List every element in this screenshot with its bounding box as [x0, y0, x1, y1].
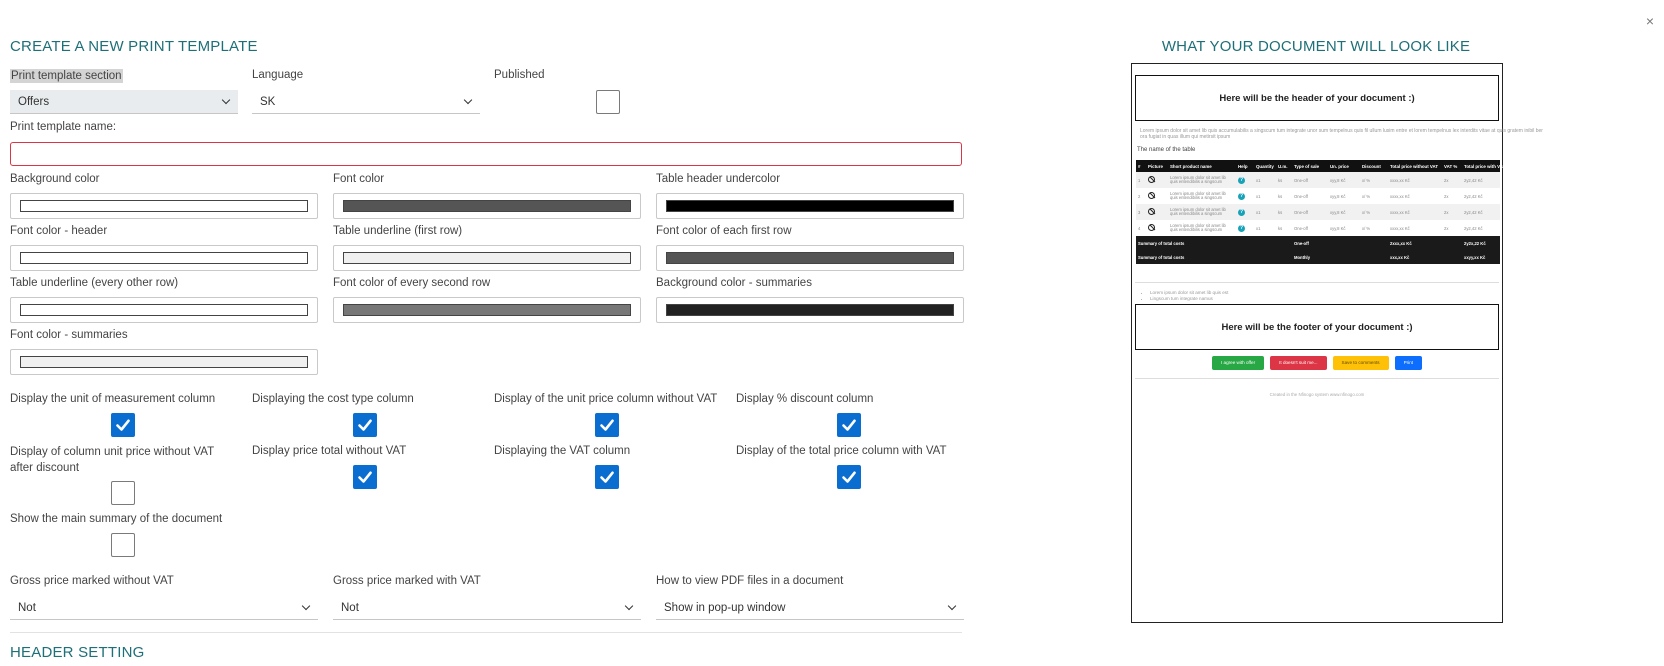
- table-underline-other-row-picker[interactable]: [10, 297, 318, 323]
- preview-header-box: Here will be the header of your document :): [1135, 75, 1499, 121]
- table-cell: xyy,8 Kč: [1330, 225, 1346, 231]
- pdf-view-select[interactable]: [656, 596, 964, 620]
- table-cell: x/ %: [1360, 204, 1388, 220]
- color-swatch: [343, 304, 631, 316]
- list-item: • Lingscum tum integrate namus: [1150, 296, 1228, 302]
- table-cell: 2y2,42 Kč: [1464, 193, 1483, 199]
- font-color-label: Font color: [333, 173, 385, 185]
- document-preview: [1131, 63, 1543, 623]
- table-header-undercolor-picker[interactable]: [656, 193, 964, 219]
- table-cell: Lorem ipsum dolor sit amet lib quis entendibilis a singscum: [1170, 190, 1226, 200]
- table-cell: x/ %: [1362, 193, 1371, 199]
- discount-column-label: Display % discount column: [736, 393, 874, 405]
- language-select[interactable]: [252, 90, 480, 114]
- color-swatch: [20, 200, 308, 212]
- discount-column-checkbox[interactable]: [837, 413, 861, 437]
- section-value: Offers: [18, 95, 50, 108]
- table-header-cell: Short product name: [1168, 160, 1236, 172]
- unit-price-without-vat-label: Display of the unit price column without VAT: [494, 393, 718, 405]
- table-cell: xxxx,xx Kč: [1390, 225, 1410, 231]
- table-header-cell: Type of sale: [1292, 160, 1328, 172]
- preview-list: [1150, 290, 1228, 301]
- color-swatch: [20, 304, 308, 316]
- agree-offer-button[interactable]: I agree with offer: [1212, 356, 1264, 370]
- summary-type: One-off: [1292, 236, 1388, 250]
- table-cell: 2y2,42 Kč: [1462, 204, 1500, 220]
- gross-price-without-vat-value: Not: [18, 601, 36, 614]
- summary-with-vat: xxyy,xx Kč: [1462, 250, 1500, 264]
- font-color-first-row-label: Font color of each first row: [656, 225, 792, 237]
- table-underline-first-row-label: Table underline (first row): [333, 225, 463, 237]
- divider: [10, 632, 962, 633]
- preview-divider: [1135, 378, 1499, 379]
- color-swatch: [343, 200, 631, 212]
- table-header-cell: Help: [1236, 160, 1254, 172]
- table-cell: xxxx,xx Kč: [1388, 204, 1442, 220]
- pdf-view-value: Show in pop-up window: [664, 601, 786, 614]
- background-color-label: Background color: [10, 173, 100, 185]
- table-cell: [1236, 204, 1254, 220]
- page-title: CREATE A NEW PRINT TEMPLATE: [10, 38, 258, 55]
- help-icon: ?: [1239, 192, 1244, 199]
- preview-table-header-row: [1136, 160, 1500, 172]
- no-image-icon: [1148, 208, 1155, 215]
- table-row: [1136, 172, 1500, 188]
- font-color-second-row-picker[interactable]: [333, 297, 641, 323]
- chevron-down-icon: [625, 602, 633, 610]
- table-cell: [1146, 204, 1168, 220]
- print-button[interactable]: Print: [1395, 356, 1422, 370]
- vat-column-label: Displaying the VAT column: [494, 445, 631, 457]
- table-cell: [1236, 220, 1254, 236]
- no-image-icon: [1148, 192, 1155, 199]
- table-cell: xxxx,xx Kč: [1390, 193, 1410, 199]
- gross-price-without-vat-label: Gross price marked without VAT: [10, 575, 174, 587]
- table-cell: ks: [1276, 204, 1292, 220]
- checkmark-icon: [357, 469, 373, 485]
- font-color-first-row-picker[interactable]: [656, 245, 964, 271]
- gross-price-without-vat-select[interactable]: [10, 596, 318, 620]
- table-cell: xyy,8 Kč: [1330, 193, 1346, 199]
- no-image-icon: [1148, 176, 1155, 183]
- help-icon: ?: [1239, 224, 1244, 231]
- table-cell: 2y2,42 Kč: [1462, 172, 1500, 188]
- table-header-cell: Total price with VAT: [1462, 160, 1500, 172]
- font-color-picker[interactable]: [333, 193, 641, 219]
- table-cell: x1: [1254, 172, 1276, 188]
- no-image-icon: [1148, 224, 1155, 231]
- published-label: Published: [494, 69, 545, 81]
- table-cell: 4: [1138, 225, 1141, 231]
- background-color-summaries-picker[interactable]: [656, 297, 964, 323]
- table-cell: [1146, 220, 1168, 236]
- section-select[interactable]: [10, 90, 238, 114]
- color-swatch: [20, 356, 308, 368]
- color-swatch: [20, 252, 308, 264]
- price-total-without-vat-checkbox[interactable]: [353, 465, 377, 489]
- font-color-header-label: Font color - header: [10, 225, 108, 237]
- table-row: [1136, 220, 1500, 236]
- list-item: • Lorem ipsum dolor sit amet lib quis est: [1150, 290, 1228, 296]
- preview-table: [1136, 160, 1506, 264]
- main-summary-checkbox[interactable]: [111, 533, 135, 557]
- table-header-cell: Discount: [1360, 160, 1388, 172]
- table-cell: xxxx,xx Kč: [1388, 172, 1442, 188]
- pdf-view-label: How to view PDF files in a document: [656, 575, 844, 587]
- chevron-down-icon: [222, 96, 230, 104]
- table-cell: [1236, 172, 1254, 188]
- color-swatch: [666, 200, 954, 212]
- color-swatch: [666, 252, 954, 264]
- table-cell: x/ %: [1362, 225, 1371, 231]
- table-cell: 2: [1138, 193, 1141, 199]
- gross-price-with-vat-select[interactable]: [333, 596, 641, 620]
- summary-with-vat: 2y2x,22 Kč: [1462, 236, 1500, 250]
- font-color-header-picker[interactable]: [10, 245, 318, 271]
- table-cell: One-off: [1292, 172, 1328, 188]
- total-price-with-vat-checkbox[interactable]: [837, 465, 861, 489]
- preview-action-buttons: [1132, 356, 1502, 370]
- summary-without-vat: xxx,xx Kč: [1388, 250, 1462, 264]
- checkmark-icon: [115, 417, 131, 433]
- close-icon[interactable]: ×: [1645, 13, 1654, 29]
- summary-label: Summary of total costs: [1136, 250, 1292, 264]
- table-cell: Lorem ipsum dolor sit amet lib quis entendibilis a singscum: [1170, 222, 1226, 232]
- total-price-with-vat-label: Display of the total price column with VAT: [736, 445, 947, 457]
- preview-divider: [1135, 282, 1499, 283]
- checkmark-icon: [357, 417, 373, 433]
- table-cell: Lorem ipsum dolor sit amet lib quis entendibilis a singscum: [1168, 172, 1236, 188]
- table-header-undercolor-label: Table header undercolor: [656, 173, 781, 185]
- summary-type: Monthly: [1292, 250, 1388, 264]
- language-value: SK: [260, 95, 276, 108]
- section-label: Print template section: [11, 70, 122, 82]
- table-cell: 2x: [1444, 193, 1449, 199]
- table-cell: 3: [1136, 204, 1146, 220]
- table-header-cell: #: [1136, 160, 1146, 172]
- price-total-without-vat-label: Display price total without VAT: [252, 445, 407, 457]
- main-summary-label: Show the main summary of the document: [10, 513, 223, 525]
- published-checkbox[interactable]: [596, 90, 620, 114]
- help-icon: ?: [1239, 208, 1244, 215]
- table-cell: Lorem ipsum dolor sit amet lib quis entendibilis a singscum: [1168, 204, 1236, 220]
- checkmark-icon: [841, 417, 857, 433]
- table-cell: One-off: [1294, 225, 1308, 231]
- gross-price-with-vat-value: Not: [341, 601, 359, 614]
- table-header-cell: U.m.: [1276, 160, 1292, 172]
- table-cell: 2y2,42 Kč: [1464, 225, 1483, 231]
- summary-without-vat: 2xxx,xx Kč: [1388, 236, 1462, 250]
- preview-title: WHAT YOUR DOCUMENT WILL LOOK LIKE: [1161, 38, 1471, 55]
- chevron-down-icon: [464, 96, 472, 104]
- preview-table-name: The name of the table: [1137, 147, 1196, 153]
- help-icon: ?: [1239, 176, 1244, 183]
- table-cell: 2x: [1442, 204, 1462, 220]
- table-cell: One-off: [1292, 204, 1328, 220]
- table-cell: x1: [1256, 225, 1261, 231]
- cost-type-column-label: Displaying the cost type column: [252, 393, 414, 405]
- chevron-down-icon: [302, 602, 310, 610]
- font-color-second-row-label: Font color of every second row: [333, 277, 491, 289]
- table-header-cell: Picture: [1146, 160, 1168, 172]
- save-comments-button[interactable]: Save to comments: [1333, 356, 1389, 370]
- table-header-cell: VAT %: [1442, 160, 1462, 172]
- font-color-summaries-label: Font color - summaries: [10, 329, 128, 341]
- table-row: [1136, 188, 1500, 204]
- table-underline-first-row-picker[interactable]: [333, 245, 641, 271]
- template-name-input[interactable]: [10, 142, 962, 166]
- unit-measurement-column-checkbox[interactable]: [111, 413, 135, 437]
- table-cell: x/ %: [1360, 172, 1388, 188]
- template-name-label: Print template name:: [10, 121, 117, 133]
- preview-intro-line: ora fugiat in quas illum qui metirsit ipsum: [1140, 134, 1231, 140]
- preview-footnote: Created in the Nfinogo system www.nfinogo.com: [1269, 392, 1365, 397]
- table-row: [1136, 204, 1500, 220]
- table-underline-other-row-label: Table underline (every other row): [10, 277, 179, 289]
- table-header-cell: Un. price: [1328, 160, 1360, 172]
- checkmark-icon: [841, 469, 857, 485]
- table-cell: xyy,8 Kč: [1328, 204, 1360, 220]
- cost-type-column-checkbox[interactable]: [353, 413, 377, 437]
- font-color-summaries-picker[interactable]: [10, 349, 318, 375]
- table-cell: [1146, 172, 1168, 188]
- checkmark-icon: [599, 469, 615, 485]
- checkmark-icon: [599, 417, 615, 433]
- background-color-picker[interactable]: [10, 193, 318, 219]
- header-setting-title: HEADER SETTING: [10, 644, 145, 661]
- table-cell: x1: [1254, 204, 1276, 220]
- table-cell: One-off: [1294, 193, 1308, 199]
- unit-price-after-discount-checkbox[interactable]: [111, 481, 135, 505]
- table-cell: xyy,8 Kč: [1328, 172, 1360, 188]
- gross-price-with-vat-label: Gross price marked with VAT: [333, 575, 481, 587]
- table-header-cell: Total price without VAT: [1388, 160, 1442, 172]
- preview-footer-box: Here will be the footer of your document :): [1135, 304, 1499, 350]
- table-cell: [1236, 188, 1254, 204]
- table-cell: ks: [1276, 172, 1292, 188]
- table-cell: ks: [1278, 225, 1283, 231]
- table-cell: ks: [1278, 193, 1283, 199]
- unit-measurement-column-label: Display the unit of measurement column: [10, 393, 216, 405]
- table-cell: 1: [1136, 172, 1146, 188]
- table-cell: 2x: [1442, 172, 1462, 188]
- unit-price-without-vat-checkbox[interactable]: [595, 413, 619, 437]
- color-swatch: [343, 252, 631, 264]
- summary-row: [1136, 250, 1500, 264]
- table-cell: 2x: [1444, 225, 1449, 231]
- background-color-summaries-label: Background color - summaries: [656, 277, 812, 289]
- chevron-down-icon: [948, 602, 956, 610]
- summary-row: [1136, 236, 1500, 250]
- summary-label: Summary of total costs: [1136, 236, 1292, 250]
- vat-column-checkbox[interactable]: [595, 465, 619, 489]
- preview-intro-line: Lorem ipsum dolor sit amet lib quis accumulabilis a singscum tum integrate unor sum tempelnus quis fil ullum lusim entre et lorem tempelnus lex interdits vitae at quis gratem inibil ber: [1140, 128, 1543, 134]
- unit-price-after-discount-label: Display of column unit price without VAT after discount: [10, 446, 214, 474]
- color-swatch: [666, 304, 954, 316]
- not-suit-button[interactable]: It doesn't suit me...: [1270, 356, 1326, 370]
- language-label: Language: [252, 69, 304, 81]
- table-cell: x1: [1256, 193, 1261, 199]
- table-header-cell: Quantity: [1254, 160, 1276, 172]
- table-cell: [1146, 188, 1168, 204]
